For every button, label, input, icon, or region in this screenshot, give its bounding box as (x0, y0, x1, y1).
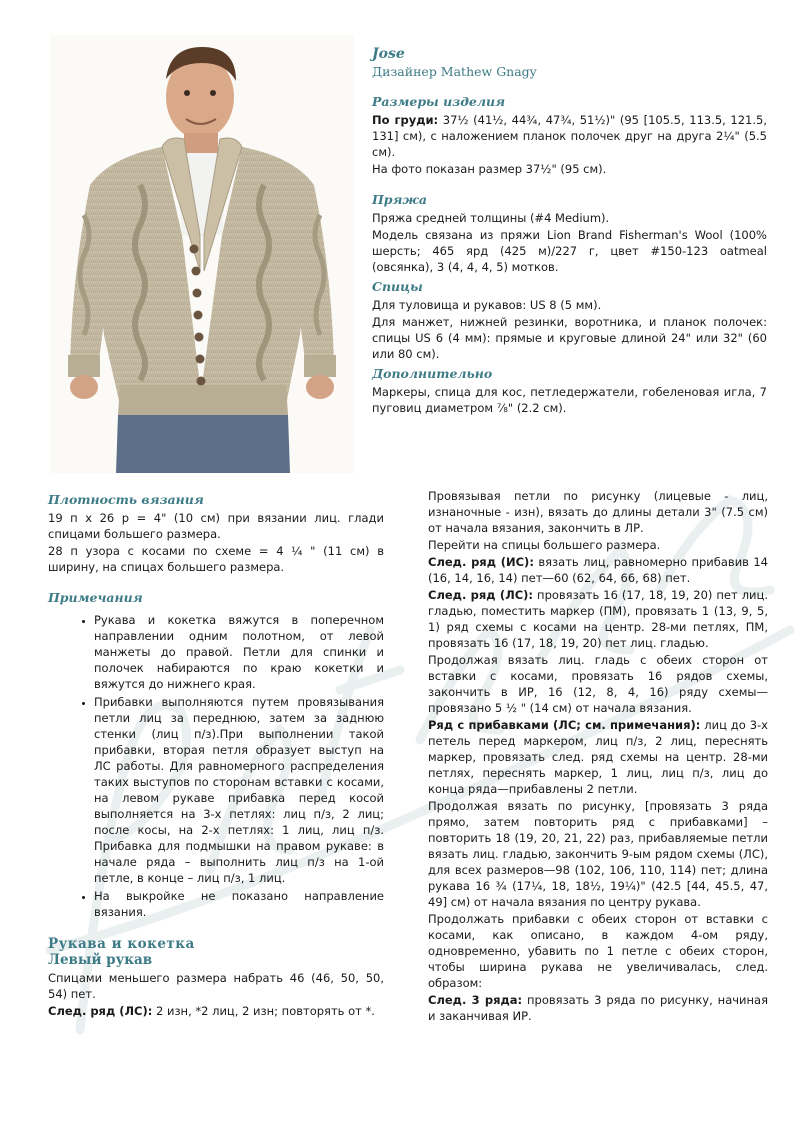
instr-p4 (428, 587, 768, 651)
instr-p6 (428, 717, 768, 797)
gauge-heading: Плотность вязания (48, 492, 204, 507)
yarn-heading: Пряжа (372, 192, 427, 207)
sizes-heading: Размеры изделия (372, 94, 506, 109)
sleeves-heading: Рукава и кокетка (48, 936, 195, 952)
materials-section (372, 42, 767, 417)
instr-p9 (428, 992, 768, 1024)
instr-p9-label: След. 3 ряда: (428, 993, 523, 1007)
sizes-chest (372, 112, 767, 160)
gauge-line-2: 28 п узора с косами по схеме = 4 ¼ " (11 см) в ширину, на спицах большего размера. (48, 544, 384, 574)
instr-p6-label: Ряд с прибавками (ЛС; см. примечания): (428, 718, 701, 732)
instr-p8: Продолжать прибавки с обеих сторон от вставки с косами, как описано, в каждом 4-ом ряду, одновременно, убавить по 1 петле с обеих сторон, чтобы ширина рукава не увеличивалась, след. образом: (428, 912, 768, 990)
instr-p5: Продолжая вязать лиц. гладь с обеих сторон от вставки с косами, провязать 16 рядов схемы, закончить в ИР, 16 (12, 8, 4, 16) ряду схемы—провязано 5 ½ " (14 см) от начала вязания. (428, 653, 768, 715)
designer-credit: Дизайнер Mathew Gnagy (372, 64, 537, 79)
extras-body: Маркеры, спица для кос, петледержатели, гобеленовая игла, 7 пуговиц диаметром ⅞" (2.2 см). (372, 385, 767, 415)
yarn-weight: Пряжа средней толщины (#4 Medium). (372, 211, 610, 225)
needles-heading: Спицы (372, 279, 423, 294)
needles-body: Для туловища и рукавов: US 8 (5 мм). (372, 298, 602, 312)
rib-row-label: След. ряд (ЛС): (48, 1004, 153, 1018)
rib-row-text (48, 1003, 384, 1019)
notes-heading: Примечания (48, 590, 143, 605)
instr-p4-label: След. ряд (ЛС): (428, 588, 534, 602)
instr-p9-body: провязать 3 ряда по рисунку, начиная и заканчивая ИР. (428, 993, 768, 1023)
instructions-column (428, 488, 768, 1025)
note-item: • Прибавки выполняются путем провязывания петли лиц за переднюю, затем за заднюю стенки (лиц п/з).При выполнении такой прибавки, вторая петля образует выступ на ЛС работы. Для равномерного распределения таких выступов по сторонам вставки с косами, на левом рукаве прибавка перед косой выполняется на 3-х петлях: лиц п/з, 2 лиц; после косы, на 2-х петлях: 1 лиц, лиц п/з. Прибавка для подмышки на правом рукаве: в начале ряда – выполнить лиц п/з на 1-ой петле, в конце – лиц п/з, 1 лиц. (94, 694, 384, 886)
model-photo (50, 35, 354, 473)
extras-heading: Дополнительно (372, 366, 493, 381)
needles-ribbing: Для манжет, нижней резинки, воротника, и планок полочек: спицы US 6 (4 мм): прямые и круговые длиной 24" или 32" (60 или 80 см). (372, 315, 767, 361)
left-column (48, 488, 384, 1020)
pattern-name: Jose (372, 46, 405, 62)
left-sleeve-heading: Левый рукав (48, 952, 153, 968)
instr-p3 (428, 554, 768, 586)
instr-p1: Провязывая петли по рисунку (лицевые - лиц, изнаночные - изн), вязать до длины детали 3" (7.5 см) от начала вязания, закончить в ЛР. (428, 489, 768, 535)
gauge-line-1: 19 п х 26 р = 4" (10 см) при вязании лиц. глади спицами большего размера. (48, 511, 384, 541)
note-item: • Рукава и кокетка вяжутся в поперечном направлении одним полотном, от левой манжеты до правой. Петли для спинки и полочек набираются по краю кокетки и вяжутся до нижнего края. (94, 612, 384, 692)
instr-p4-body: провязать 16 (17, 18, 19, 20) пет лиц. гладью, поместить маркер (ПМ), провязать 1 (13, 9, 5, 1) ряд схемы с косами на центр. 28-ми петлях, ПМ, провязать 16 (17, 18, 19, 20) пет лиц. гладью. (428, 588, 768, 650)
chest-text: 37½ (41½, 44¾, 47¾, 51½)" (95 [105.5, 113.5, 121.5, 131] см), с наложением планок полочек друг на друга 2¼" (5.5 см). (372, 113, 768, 159)
instr-p7: Продолжая вязать по рисунку, [провязать 3 ряда прямо, затем повторить ряд с прибавками] – повторить 18 (19, 20, 21, 22) раз, прибавляемые петли вязать лиц. гладью, закончить 9-ым рядом схемы (ЛС), для всех размеров—98 (102, 106, 110, 114) пет; длина рукава 16 ¾ (17¼, 18, 18½, 19¼)" (42.5 [44, 45.5, 47, 49] см) от начала вязания по центру рукава. (428, 799, 768, 909)
cast-on-text: Спицами меньшего размера набрать 46 (46, 50, 50, 54) пет. (48, 971, 384, 1001)
chest-label: По груди: (372, 113, 439, 127)
rib-row-body: 2 изн, *2 лиц, 2 изн; повторять от *. (152, 1004, 375, 1018)
instr-p2: Перейти на спицы большего размера. (428, 538, 661, 552)
instr-p3-body: вязать лиц, равномерно прибавив 14 (16, 14, 16, 14) пет—60 (62, 64, 66, 68) пет. (428, 555, 768, 585)
note-item: • На выкройке не показано направление вязания. (94, 888, 384, 920)
yarn-details: Модель связана из пряжи Lion Brand Fisherman's Wool (100% шерсть; 465 ярд (425 м)/227 г, цвет #150-123 oatmeal (овсянка), 3 (4, 4, 4, 5) мотков. (372, 228, 767, 274)
photo-size: На фото показан размер 37½" (95 см). (372, 162, 607, 176)
instr-p3-label: След. ряд (ИС): (428, 555, 534, 569)
instr-p6-body: лиц до 3-х петель перед маркером, лиц п/з, 2 лиц, переснять маркер, провязать след. ряд схемы на центр. 28-ми петлях, переснять маркер, 1 лиц, лиц п/з, лиц до конца ряда—прибавлены 2 петли. (428, 718, 768, 796)
notes-list (48, 612, 384, 920)
